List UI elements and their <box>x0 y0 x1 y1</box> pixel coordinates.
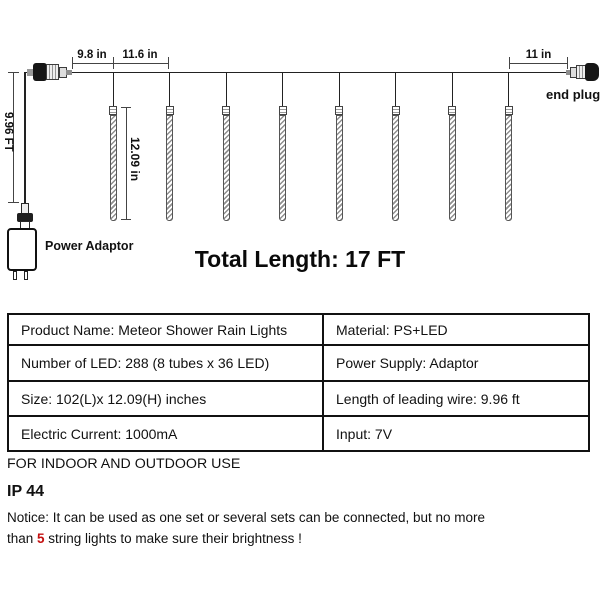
leading-wire <box>24 72 26 203</box>
drop-wire <box>508 72 509 106</box>
notice-line2-prefix: than <box>7 531 38 546</box>
drop-wire <box>113 72 114 106</box>
table-row <box>8 345 589 381</box>
dimension-tick <box>121 219 131 220</box>
main-wire <box>40 72 570 74</box>
drop-wire <box>169 72 170 106</box>
notice-line2-suffix: string lights to make sure their brightness ! <box>44 531 302 546</box>
notice-max-sets-number: 5 <box>37 531 45 546</box>
tube-body <box>336 115 343 221</box>
spec-wire-length: Length of leading wire: 9.96 ft <box>323 381 589 416</box>
dimension-label-tube-spacing: 11.6 in <box>122 49 158 61</box>
dimension-tick <box>121 107 131 108</box>
power-adaptor-label: Power Adaptor <box>45 239 134 253</box>
connector-nub <box>66 70 72 75</box>
dimension-line <box>72 63 169 64</box>
connector-barrel <box>46 64 59 80</box>
connector-plug <box>33 63 47 81</box>
spec-size: Size: 102(L)x 12.09(H) inches <box>8 381 323 416</box>
tube-body <box>110 115 117 221</box>
tube-cap <box>505 106 513 115</box>
notice-text <box>7 507 567 549</box>
notice-line1: Notice: It can be used as one set or several sets can be connected, but no more <box>7 510 486 525</box>
tube-cap <box>448 106 456 115</box>
tube-cap <box>109 106 117 115</box>
drop-wire <box>395 72 396 106</box>
spec-material: Material: PS+LED <box>323 314 589 345</box>
dimension-label-leading-wire: 9.96 FT <box>2 112 14 152</box>
dimension-label-lead-gap: 9.8 in <box>77 49 107 61</box>
spec-power-supply: Power Supply: Adaptor <box>323 345 589 381</box>
drop-wire <box>226 72 227 106</box>
tube-body <box>279 115 286 221</box>
tube-cap <box>392 106 400 115</box>
drop-wire <box>282 72 283 106</box>
spec-input: Input: 7V <box>323 416 589 451</box>
dimension-tick <box>8 72 19 73</box>
dimension-label-end-segment: 11 in <box>525 49 552 61</box>
end-plug-label: end plug <box>546 87 600 102</box>
tube-cap <box>166 106 174 115</box>
dimension-label-tube-length: 12.09 in <box>128 137 142 182</box>
drop-wire <box>339 72 340 106</box>
tube-cap <box>335 106 343 115</box>
spec-current: Electric Current: 1000mA <box>8 416 323 451</box>
spec-led-count: Number of LED: 288 (8 tubes x 36 LED) <box>8 345 323 381</box>
tube-cap <box>222 106 230 115</box>
dimension-line <box>509 63 568 64</box>
usage-statement: FOR INDOOR AND OUTDOOR USE <box>7 456 241 472</box>
tube-body <box>166 115 173 221</box>
tube-body <box>223 115 230 221</box>
drop-wire <box>452 72 453 106</box>
tube-body <box>392 115 399 221</box>
ip-rating: IP 44 <box>7 483 45 500</box>
table-row <box>8 314 589 345</box>
tube-body <box>505 115 512 221</box>
tube-body <box>449 115 456 221</box>
spec-table <box>7 313 590 452</box>
spec-product-name: Product Name: Meteor Shower Rain Lights <box>8 314 323 345</box>
dimension-tick <box>8 202 19 203</box>
total-length-label: Total Length: 17 FT <box>194 246 406 272</box>
end-plug-cap <box>585 63 599 81</box>
tube-cap <box>279 106 287 115</box>
table-row <box>8 416 589 451</box>
table-row <box>8 381 589 416</box>
dimension-line <box>126 107 127 220</box>
